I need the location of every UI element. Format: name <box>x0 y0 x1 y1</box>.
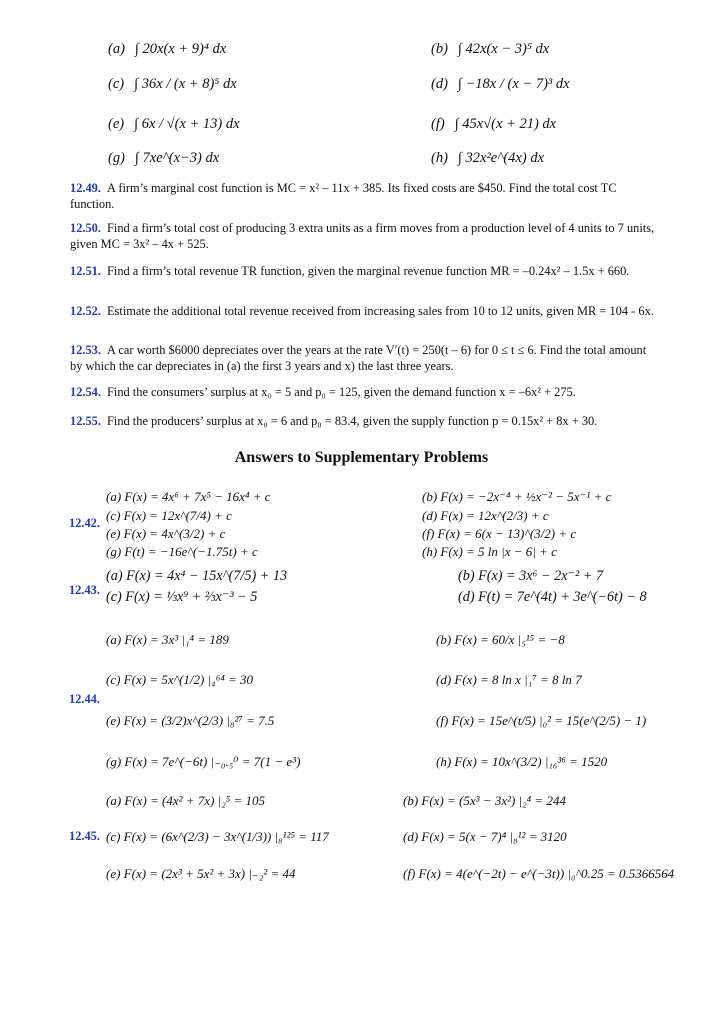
answer-line: (b) F(x) = −2x⁻⁴ + ½x⁻² − 5x⁻¹ + c <box>422 489 612 504</box>
integral-row-3 <box>0 116 723 138</box>
answer-line: (f) F(x) = 4(e^(−2t) − e^(−3t)) |₀^0.25 = 0.5366564 <box>403 866 675 881</box>
problem-number: 12.52. <box>70 304 101 318</box>
answer-line: (h) F(x) = 10x^(3/2) |₁₆³⁶ = 1520 <box>436 754 608 769</box>
item-label: (c) <box>108 76 125 92</box>
answer-line: (f) F(x) = 6(x − 13)^(3/2) + c <box>422 526 577 541</box>
answer-line: (a) F(x) = 4x⁶ + 7x⁵ − 16x⁴ + c <box>106 489 271 504</box>
problem-text: Estimate the additional total revenue received from increasing sales from 10 to 12 units, given MR = 104 - 6x. <box>106 304 654 318</box>
integral-expression: ∫ 32x²e^(4x) dx <box>457 150 545 166</box>
item-label: (a) <box>108 41 125 57</box>
problem-12-50 <box>70 220 660 252</box>
answer-number: 12.45. <box>69 829 100 843</box>
answer-line: (c) F(x) = 5x^(1/2) |₄⁶⁴ = 30 <box>106 672 253 687</box>
problem-number: 12.49. <box>70 181 101 195</box>
answer-line: (b) F(x) = (5x³ − 3x²) |₂⁴ = 244 <box>403 793 566 808</box>
item-label: (d) <box>431 76 448 92</box>
answer-line: (a) F(x) = 3x³ |₁⁴ = 189 <box>106 632 229 647</box>
answer-number: 12.42. <box>69 516 100 530</box>
problem-12-53 <box>70 342 660 374</box>
integral-row-1 <box>0 41 723 63</box>
integral-expression: ∫ 42x(x − 3)⁵ dx <box>457 41 550 57</box>
answer-line: (a) F(x) = (4x² + 7x) |₂⁵ = 105 <box>106 793 266 808</box>
problem-text: Find the producers’ surplus at x₀ = 6 and p₀ = 83.4, given the supply function p = 0.15x² + 8x + 30. <box>106 414 598 428</box>
answer-line: (e) F(x) = (3/2)x^(2/3) |₈²⁷ = 7.5 <box>106 713 275 728</box>
problem-12-49 <box>70 180 660 212</box>
problem-number: 12.55. <box>70 414 101 428</box>
answer-line: (e) F(x) = 4x^(3/2) + c <box>106 526 226 541</box>
answer-line: (d) F(x) = 8 ln x |₁⁷ = 8 ln 7 <box>436 672 582 687</box>
answer-line: (b) F(x) = 60/x |₅¹⁵ = −8 <box>436 632 565 647</box>
problem-12-54 <box>70 384 660 400</box>
integral-expression: ∫ 45x√(x + 21) dx <box>454 116 557 132</box>
answer-line: (g) F(x) = 7e^(−6t) |₋₀.₅⁰ = 7(1 − e³) <box>106 754 301 769</box>
integral-row-4 <box>0 150 723 172</box>
answer-line: (f) F(x) = 15e^(t/5) |₀² = 15(e^(2/5) − 1) <box>436 713 647 728</box>
answer-number: 12.44. <box>69 692 100 706</box>
answer-line: (h) F(x) = 5 ln |x − 6| + c <box>422 544 557 559</box>
answer-line: (c) F(x) = ⅓x⁹ + ⅔x⁻³ − 5 <box>106 589 258 605</box>
answer-line: (e) F(x) = (2x³ + 5x² + 3x) |₋₂² = 44 <box>106 866 296 881</box>
problem-number: 12.50. <box>70 221 101 235</box>
integral-expression: ∫ 36x / (x + 8)⁵ dx <box>134 76 237 92</box>
answer-line: (b) F(x) = 3x⁶ − 2x⁻² + 7 <box>458 568 604 584</box>
integral-expression: ∫ 6x / √(x + 13) dx <box>134 116 240 132</box>
integral-expression: ∫ −18x / (x − 7)³ dx <box>457 76 570 92</box>
item-label: (b) <box>431 41 448 57</box>
item-label: (e) <box>108 116 125 132</box>
item-label: (f) <box>431 116 445 132</box>
problem-text: A car worth $6000 depreciates over the years at the rate V′(t) = 250(t – 6) for 0 ≤ t ≤ 6. Find the total amount by which the car depreciates in (a) the first 3 years and x) the last three years. <box>70 343 647 373</box>
answer-line: (g) F(t) = −16e^(−1.75t) + c <box>106 544 258 559</box>
integral-expression: ∫ 7xe^(x−3) dx <box>134 150 220 166</box>
answer-line: (c) F(x) = (6x^(2/3) − 3x^(1/3)) |₈¹²⁵ = 117 <box>106 829 329 844</box>
answer-line: (c) F(x) = 12x^(7/4) + c <box>106 508 232 523</box>
problem-text: Find the consumers’ surplus at x₀ = 5 and p₀ = 125, given the demand function x = –6x² + 275. <box>106 385 576 399</box>
answer-line: (a) F(x) = 4x⁴ − 15x^(7/5) + 13 <box>106 568 288 584</box>
answer-line: (d) F(t) = 7e^(4t) + 3e^(−6t) − 8 <box>458 589 647 605</box>
problem-12-51 <box>70 263 660 279</box>
answer-line: (d) F(x) = 12x^(2/3) + c <box>422 508 549 523</box>
problem-number: 12.54. <box>70 385 101 399</box>
problem-number: 12.51. <box>70 264 101 278</box>
problem-text: Find a firm’s total revenue TR function, given the marginal revenue function MR = –0.24x² – 1.5x + 660. <box>106 264 630 278</box>
problem-12-52 <box>70 303 660 319</box>
answer-number: 12.43. <box>69 583 100 597</box>
integral-row-2 <box>0 76 723 98</box>
answers-heading: Answers to Supplementary Problems <box>234 449 489 466</box>
item-label: (h) <box>431 150 448 166</box>
problem-text: Find a firm’s total cost of producing 3 extra units as a firm moves from a production level of 4 units to 7 units, given MC = 3x² – 4x + 525. <box>70 221 655 251</box>
problem-12-55 <box>70 413 660 429</box>
problem-text: A firm’s marginal cost function is MC = x² – 11x + 385. Its fixed costs are $450. Find the total cost TC function. <box>70 181 617 211</box>
answer-line: (d) F(x) = 5(x − 7)⁴ |₈¹² = 3120 <box>403 829 567 844</box>
problem-number: 12.53. <box>70 343 101 357</box>
integral-expression: ∫ 20x(x + 9)⁴ dx <box>134 41 227 57</box>
item-label: (g) <box>108 150 125 166</box>
